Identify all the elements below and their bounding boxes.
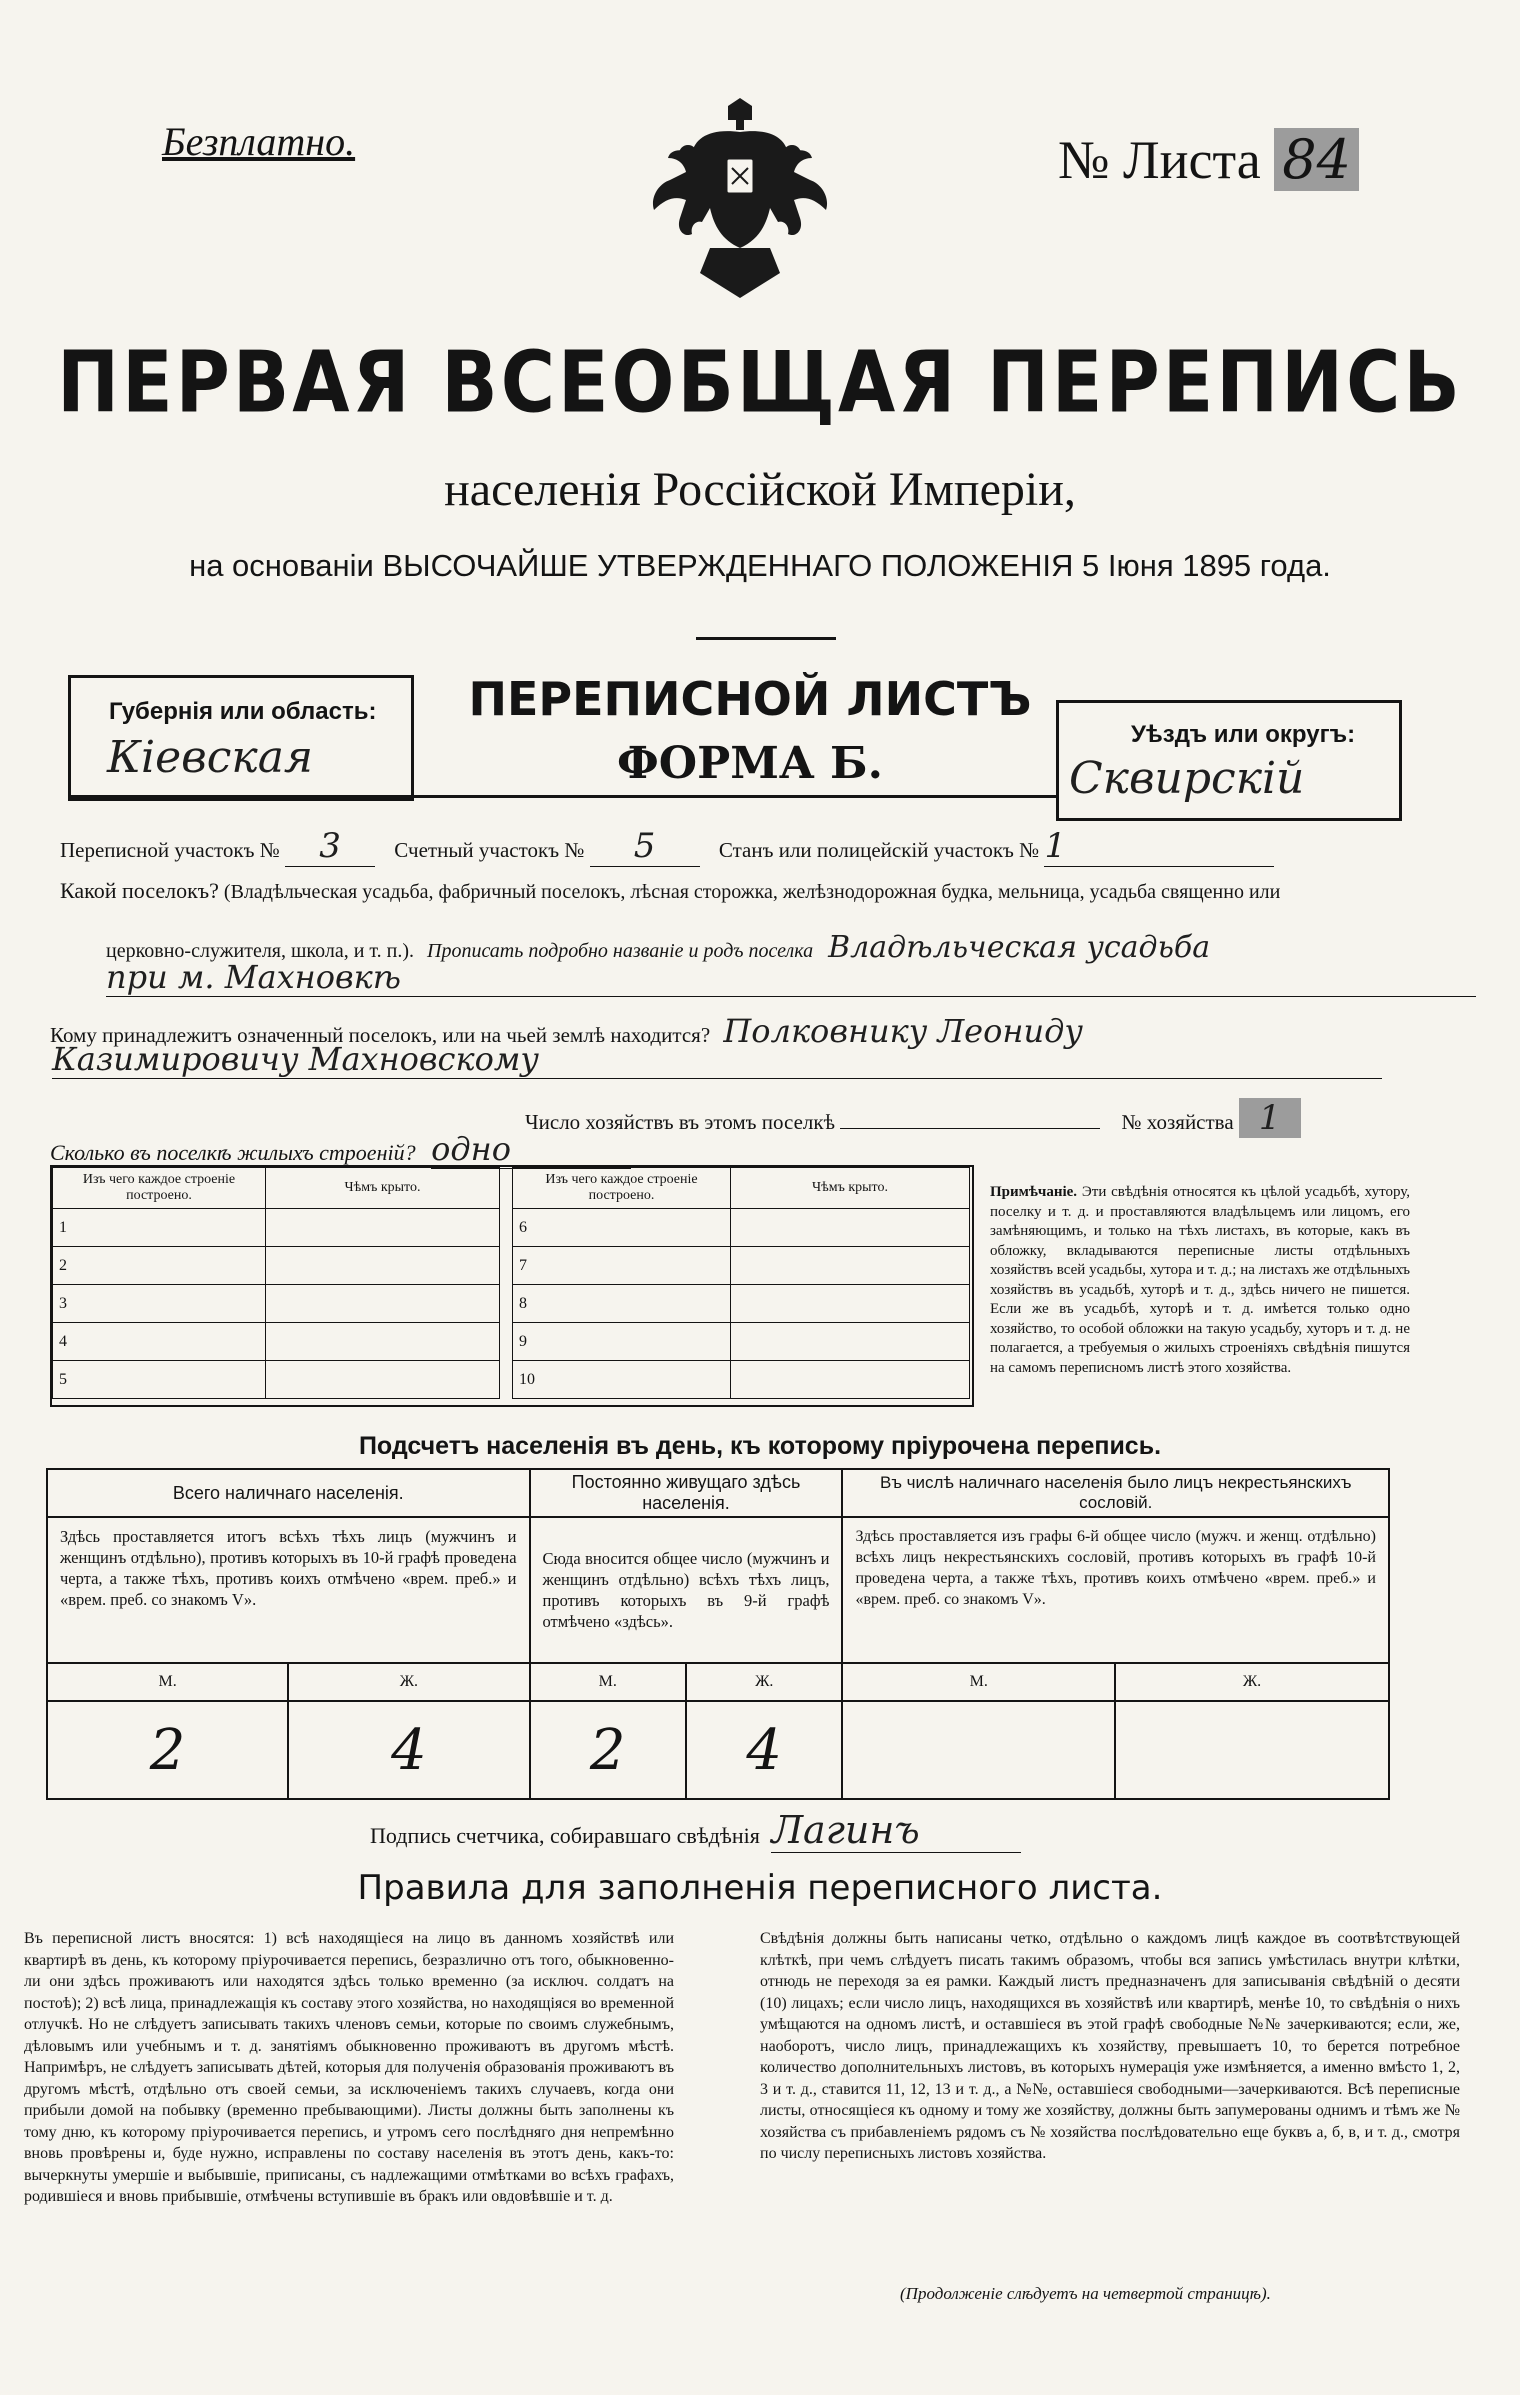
province-label: Губернія или область: (109, 698, 377, 725)
households-label: Число хозяйствъ въ этомъ поселкѣ (525, 1110, 835, 1134)
signature-field[interactable]: Лагинъ (771, 1808, 1021, 1853)
male-label: М. (842, 1663, 1115, 1701)
households-field[interactable] (840, 1128, 1100, 1129)
sheet-number-label: № Листа (1058, 130, 1261, 190)
owner-value-1[interactable]: Полковнику Леониду (723, 1012, 1083, 1050)
table-row (513, 1323, 970, 1361)
row-number: 7 (513, 1247, 731, 1285)
roof-cell[interactable] (731, 1323, 970, 1361)
table-row (513, 1285, 970, 1323)
roof-cell[interactable] (731, 1361, 970, 1399)
row-number: 5 (53, 1361, 266, 1399)
count-area-field[interactable]: 5 (590, 826, 700, 867)
table-row (53, 1209, 500, 1247)
sheet-number (1058, 128, 1359, 191)
settlement-hint: (Владѣльческая усадьба, фабричный поселокъ, лѣсная сторожка, желѣзнодорожная будка, мельница, усадьба священно или (223, 881, 1281, 903)
households-line (525, 1098, 1301, 1138)
province-field[interactable]: Кіевская (107, 732, 314, 783)
row-number: 1 (53, 1209, 266, 1247)
stan-field[interactable]: 1 (1044, 826, 1274, 867)
roof-cell[interactable] (266, 1361, 500, 1399)
page-title: ПЕРВАЯ ВСЕОБЩАЯ ПЕРЕПИСЬ (57, 333, 1463, 433)
household-number-label: № хозяйства (1121, 1110, 1234, 1134)
row-number: 10 (513, 1361, 731, 1399)
table-row (513, 1209, 970, 1247)
table-row (513, 1247, 970, 1285)
rules-title: Правила для заполненія переписного листа. (357, 1868, 1163, 1908)
nonpeasant-header: Въ числѣ наличнаго населенія было лицъ некрестьянскихъ сословій. (842, 1469, 1389, 1517)
note-heading: Примѣчаніе. (990, 1184, 1078, 1200)
settlement-value-2[interactable]: при м. Махновкѣ (106, 958, 1476, 997)
population-table (46, 1468, 1390, 1800)
owner-value-2[interactable]: Казимировичу Махновскому (52, 1040, 1382, 1079)
total-population-header: Всего наличнаго населенія. (47, 1469, 530, 1517)
form-title: ФОРМА Б. (617, 738, 883, 789)
census-sheet-title: ПЕРЕПИСНОЙ ЛИСТЪ (468, 672, 1032, 726)
district-field[interactable]: Сквирскій (1069, 753, 1305, 804)
count-area-label: Счетный участокъ № (394, 838, 585, 862)
permanent-population-description: Сюда вносится общее число (мужчинъ и женщинъ отдѣльно) всѣхъ тѣхъ лицъ, противъ которыхъ въ 9-й графѣ отмѣчено «здѣсь». (530, 1517, 843, 1663)
note-text: Эти свѣдѣнія относятся къ цѣлой усадьбѣ, хутору, поселку и т. д. и проставляются владѣльцемъ или лицомъ, его замѣняющимъ, и только на тѣхъ листахъ, въ которые, какъ въ обложку, вкладываются переписные листы отдѣльныхъ хозяйствъ всей усадьбы, хутора и т. д.; на листахъ же отдѣльныхъ хозяйствъ въ усадьбѣ, хуторѣ и т. д., здѣсь ничего не пишется. Если же въ усадьбѣ, хуторѣ и т. д. имѣется только одно хозяйство, то особой обложки на такую усадьбу, хуторъ и т. д. не полагается, а требуемыя о жилыхъ строеніяхъ свѣдѣнія пишутся на самомъ переписномъ листѣ этого хозяйства. (990, 1184, 1411, 1376)
nonpeasant-description: Здѣсь проставляется изъ графы 6-й общее число (мужч. и женщ. отдѣльно) всѣхъ лицъ некрестьянскихъ сословій, противъ которыхъ въ графѣ 10-й проведена черта, а также тѣхъ, противъ коихъ отмѣчено «врем. преб.» и «врем. преб. со знакомъ V». (842, 1517, 1389, 1663)
material-header: Изъ чего каждое строеніе построено. (53, 1168, 266, 1209)
buildings-line (50, 1130, 631, 1169)
divider (696, 637, 836, 640)
roof-cell[interactable] (266, 1323, 500, 1361)
table-row (53, 1323, 500, 1361)
male-label: М. (47, 1663, 288, 1701)
roof-cell[interactable] (266, 1285, 500, 1323)
female-label: Ж. (1115, 1663, 1389, 1701)
settlement-hint-2: церковно-служителя, школа, и т. п.). (106, 940, 414, 962)
settlement-line (60, 878, 1280, 904)
roof-cell[interactable] (266, 1209, 500, 1247)
buildings-table (50, 1165, 974, 1407)
free-of-charge-label: Безплатно. (162, 119, 356, 164)
continued-note: (Продолженіе слѣдуетъ на четвертой страницѣ). (900, 2284, 1271, 2303)
roof-cell[interactable] (266, 1247, 500, 1285)
table-row (513, 1361, 970, 1399)
owner-question: Кому принадлежитъ означенный поселокъ, или на чьей землѣ находится? (50, 1023, 711, 1047)
district-box (1056, 700, 1402, 821)
male-label: М. (530, 1663, 686, 1701)
district-label: Уѣздъ или округъ: (1131, 721, 1356, 748)
signature-label: Подпись счетчика, собиравшаго свѣдѣнія (370, 1823, 760, 1848)
row-number: 2 (53, 1247, 266, 1285)
note-block (990, 1183, 1410, 1378)
table-row (53, 1285, 500, 1323)
row-number: 4 (53, 1323, 266, 1361)
population-title: Подсчетъ населенія въ день, къ которому пріурочена перепись. (358, 1432, 1162, 1460)
census-area-label: Переписной участокъ № (60, 838, 280, 862)
permanent-male-field[interactable]: 2 (530, 1701, 686, 1799)
total-population-description: Здѣсь проставляется итогъ всѣхъ тѣхъ лицъ (мужчинъ и женщинъ отдѣльно), противъ которыхъ въ 10-й графѣ проведена черта, а также тѣхъ, противъ коихъ отмѣчено «врем. преб.» и «врем. преб. со знакомъ V». (47, 1517, 530, 1663)
roof-header: Чѣмъ крыто. (266, 1168, 500, 1209)
double-headed-eagle-icon (640, 98, 840, 308)
material-header: Изъ чего каждое строеніе построено. (513, 1168, 731, 1209)
total-female-field[interactable]: 4 (288, 1701, 529, 1799)
buildings-table-left (52, 1167, 500, 1399)
roof-cell[interactable] (731, 1247, 970, 1285)
permanent-female-field[interactable]: 4 (686, 1701, 843, 1799)
household-number-field[interactable]: 1 (1239, 1098, 1301, 1138)
buildings-question: Сколько въ поселкѣ жилыхъ строеній? (50, 1140, 416, 1165)
table-row (53, 1361, 500, 1399)
sheet-number-value: 84 (1274, 128, 1359, 191)
rules-right-column: Свѣдѣнія должны быть написаны четко, отдѣльно о каждомъ лицѣ каждое въ соотвѣтствующей клѣткѣ, при чемъ слѣдуетъ писать такимъ образомъ, чтобы вся запись умѣстилась внутри клѣтки, отнюдь не переходя за ея рамки. Каждый листъ предназначенъ для записыванія свѣдѣній о десяти (10) лицахъ; если число лицъ, находящихся въ хозяйствѣ или квартирѣ, менѣе 10, то свѣдѣнія о нихъ умѣщаются на одномъ листѣ, и оставшіеся въ этой графѣ свободные №№ зачеркиваются; если, же, наоборотъ, число лицъ, принадлежащихъ къ хозяйству, превышаетъ 10, то берется потребное количество дополнительныхъ листовъ, въ которыхъ нумерація уже измѣняется, а именно вмѣсто 1, 2, 3 и т. д., ставится 11, 12, 13 и т. д., а №№, оставшіеся свободными—зачеркиваются. Всѣ переписные листы, относящіеся къ одному и тому же хозяйству, должны быть запумерованы однимъ и тѣмъ же № хозяйства съ прибавленіемъ рядомъ съ № хозяйства послѣдовательно еще буквъ а, б, в, и т. д., смотря по числу переписныхъ листовъ хозяйства. (760, 1930, 1460, 2162)
female-label: Ж. (288, 1663, 529, 1701)
total-male-field[interactable]: 2 (47, 1701, 288, 1799)
nonpeasant-female-field[interactable] (1115, 1701, 1389, 1799)
roof-cell[interactable] (731, 1209, 970, 1247)
stan-label: Станъ или полицейскій участокъ № (718, 838, 1040, 862)
rules-left-column: Въ переписной листъ вносятся: 1) всѣ находящіеся на лицо въ данномъ хозяйствѣ или квартирѣ въ день, къ которому пріурочивается перепись, безразлично отъ того, обыкновенно-ли они здѣсь проживаютъ или находятся здѣсь только временно (за исключ. солдатъ на постоѣ); 2) всѣ лица, принадлежащія къ составу этого хозяйства, но находящіяся во временной отлучкѣ. Но не слѣдуетъ записывать такихъ членовъ семьи, которые по своимъ служебнымъ, дѣловымъ или учебнымъ и т. д. занятіямъ обыкновенно проживаютъ въ другомъ мѣстѣ. Напримѣръ, не слѣдуетъ записывать дѣтей, которыя для полученія образованія проживаютъ въ другомъ мѣстѣ, отдѣльно отъ своей семьи, за исключеніемъ такихъ случаевъ, когда они прибыли домой на побывку (временно пребывающими). Листы должны быть заполнены къ тому дню, къ которому пріурочивается перепись, и утромъ сего послѣдняго дня непремѣнно вновь провѣрены и, буде нужно, исправлены по составу населенія въ этотъ день, какъ-то: вычеркнуты умершіе и выбывшіе, приписаны, съ надлежащими отмѣтками во всѣхъ графахъ, родившіеся и вновь прибывшіе, отмѣчены вступившіе въ бракъ или овдовѣвшіе и т. д. (24, 1930, 674, 2205)
area-line (60, 826, 1274, 867)
row-number: 9 (513, 1323, 731, 1361)
signature-line (370, 1808, 1021, 1853)
female-label: Ж. (686, 1663, 843, 1701)
legal-basis-line: на основаніи ВЫСОЧАЙШЕ УТВЕРЖДЕННАГО ПОЛОЖЕНІЯ 5 Іюня 1895 года. (189, 548, 1331, 583)
settlement-instruction: Прописать подробно названіе и родъ поселка (427, 940, 814, 962)
page-subtitle: населенія Россійской Имперіи, (444, 463, 1076, 516)
nonpeasant-male-field[interactable] (842, 1701, 1115, 1799)
roof-cell[interactable] (731, 1285, 970, 1323)
census-area-field[interactable]: 3 (285, 826, 375, 867)
table-row (53, 1247, 500, 1285)
settlement-question: Какой поселокъ? (60, 878, 219, 903)
row-number: 6 (513, 1209, 731, 1247)
buildings-field[interactable]: одно (431, 1130, 631, 1169)
form-frame-line (68, 795, 1056, 798)
province-box (68, 675, 414, 801)
row-number: 8 (513, 1285, 731, 1323)
buildings-table-right (512, 1167, 970, 1399)
roof-header: Чѣмъ крыто. (731, 1168, 970, 1209)
settlement-value-1[interactable]: Владѣльческая усадьба (828, 930, 1211, 965)
permanent-population-header: Постоянно живущаго здѣсь населенія. (530, 1469, 843, 1517)
row-number: 3 (53, 1285, 266, 1323)
